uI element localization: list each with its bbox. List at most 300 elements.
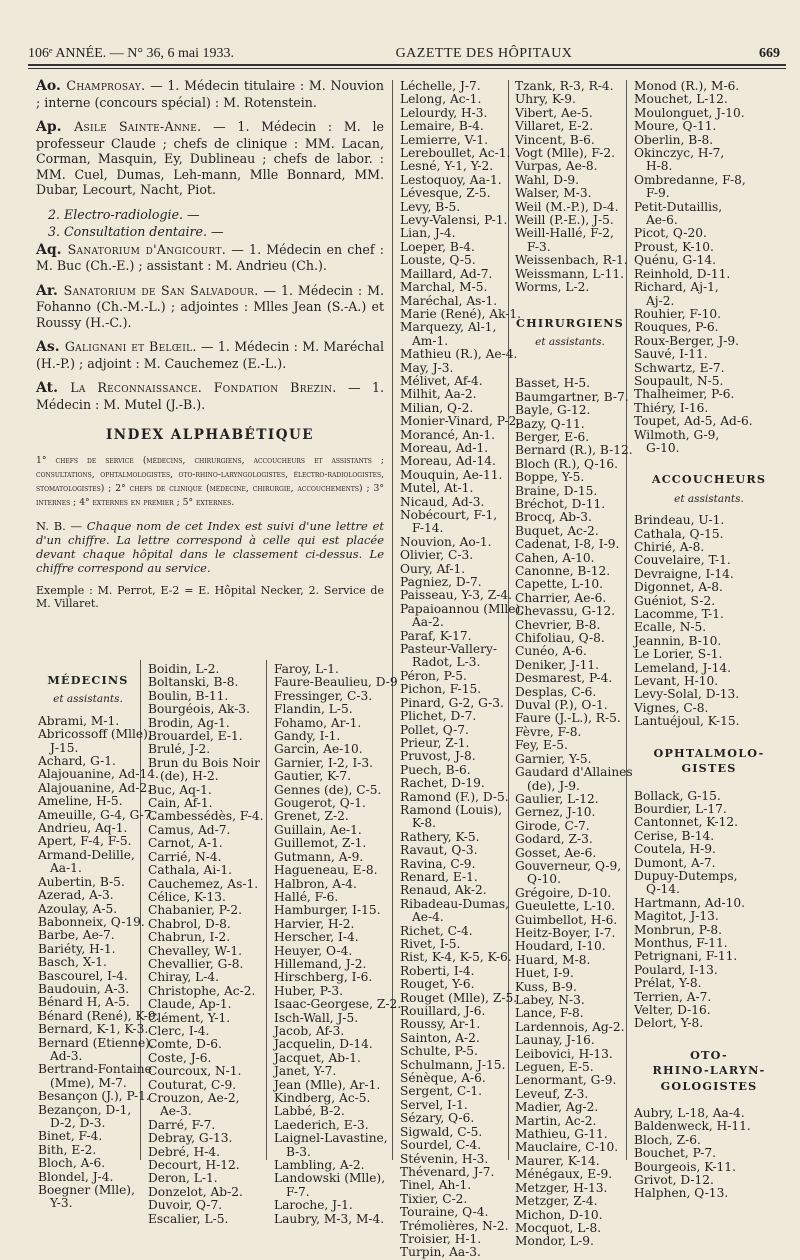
index-entry: Vibert, Ae-5. <box>515 105 593 120</box>
index-list <box>274 662 402 1226</box>
index-entry: Maréchal, As-1. <box>400 293 498 308</box>
index-entry: Milhit, Aa-2. <box>400 387 477 402</box>
index-entry: Desmarest, P-4. <box>515 671 613 686</box>
index-entry-continuation: (Mme), M-7. <box>50 1075 127 1090</box>
index-entry: May, J-3. <box>400 360 454 375</box>
header-rule <box>28 64 786 66</box>
index-entry-continuation: D-2, D-3. <box>50 1116 106 1130</box>
index-entry: Lemeland, J-14. <box>634 660 732 675</box>
index-entry: Gennes (de), C-5. <box>274 782 382 797</box>
index-entry: Carnot, A-1. <box>148 836 223 851</box>
index-entry: Cauchemez, As-1. <box>148 876 259 891</box>
index-column-3 <box>274 662 402 1226</box>
index-entry-continuation: Y-3. <box>50 1196 73 1211</box>
index-entry: Turpin, Aa-3. <box>400 1245 481 1260</box>
index-entry: Pagniez, D-7. <box>400 575 482 590</box>
index-entry: Loeper, B-4. <box>400 239 475 254</box>
index-entry: Cerise, B-14. <box>634 828 715 843</box>
index-entry: Charrier, Ae-6. <box>515 590 607 605</box>
index-entry-continuation: H-8. <box>646 159 673 174</box>
index-entry: Lelong, Ac-1. <box>400 92 482 107</box>
index-entry: Labey, N-3. <box>515 993 585 1007</box>
index-entry: Bouchet, P-7. <box>634 1146 716 1161</box>
index-entry: Apert, F-4, F-5. <box>38 834 132 849</box>
section-subheading: et assistants. <box>535 335 605 348</box>
index-entry: Couvelaire, T-1. <box>634 553 731 568</box>
index-entry: Schwartz, E-7. <box>634 360 725 375</box>
index-entry: Gandy, I-1. <box>274 729 341 744</box>
index-entry: Fey, E-5. <box>515 738 568 753</box>
index-entry: Maillard, Ad-7. <box>400 266 493 281</box>
index-entry-continuation: (de), H-2. <box>160 769 219 784</box>
issue-info: 106ᵉ ANNÉE. — N° 36, 6 mai 1933. <box>28 46 234 61</box>
index-entry: Velter, D-16. <box>634 1003 711 1017</box>
index-entry-continuation: F-7. <box>286 1184 310 1199</box>
index-entry: Basset, H-5. <box>515 376 590 391</box>
index-entry: Flandin, L-5. <box>274 702 353 717</box>
hospital-staff: — 1. Médecin : M. Mutel (J.-B.). <box>36 380 384 412</box>
index-entry: Claude, Ap-1. <box>148 997 232 1012</box>
index-entry: Achard, G-1. <box>38 754 116 769</box>
column-rule <box>266 660 267 1160</box>
index-entry: Clerc, I-4. <box>148 1023 210 1038</box>
index-entry: Brocq, Ab-3. <box>515 510 592 525</box>
index-title: INDEX ALPHABÉTIQUE <box>105 427 315 443</box>
index-entry-continuation: Radot, L-3. <box>412 655 481 670</box>
index-entry: Rivet, I-5. <box>400 937 461 951</box>
hospital-staff: — 1. Médecin : M. Fohanno (Ch.-M.-L.) ; adjointes : Mlles Jean (S.-A.) et Roussy (H.-C.). <box>36 282 384 330</box>
index-entry: Wahl, D-9. <box>515 172 579 187</box>
index-entry: Bayle, G-12. <box>515 403 591 418</box>
hospital-name: Asile Sainte-Anne. <box>74 119 202 134</box>
index-entry: Rouget (Mlle), Z-5. <box>400 990 518 1005</box>
index-entry: Christophe, Ac-2. <box>148 983 256 998</box>
index-entry: Bloch, Z-6. <box>634 1132 701 1147</box>
index-entry: Marie (René), Ak-1. <box>400 306 521 321</box>
index-entry: Desplas, C-6. <box>515 684 597 699</box>
hospital-entry <box>36 242 384 274</box>
hospital-name: Champrosay. <box>66 78 146 93</box>
hospital-entry <box>48 224 384 240</box>
hospital-name: La Reconnaissance. Fondation Brezin. <box>70 380 337 395</box>
index-entry: Gautier, K-7. <box>274 769 352 784</box>
index-entry: Brouardel, E-1. <box>148 729 243 744</box>
index-entry: Proust, K-10. <box>634 239 714 254</box>
index-column-5 <box>515 79 633 1249</box>
section-heading: GISTES <box>681 761 737 776</box>
hospital-staff: — 1. Médecin : M. le professeur Claude ; chefs de clinique : MM. Lacan, Corman, Masquin, Ey, Dublineau ; chefs de labor. : MM. Cuel, Dumas, Leh-mann, Mlle Bonnard, MM. Dubar, Lecourt, Nacht, Piot. <box>36 119 384 197</box>
index-entry: Janet, Y-7. <box>274 1064 337 1079</box>
index-entry: Hagueneau, E-8. <box>274 863 378 878</box>
index-entry: Toupet, Ad-5, Ad-6. <box>634 414 753 429</box>
index-entry: Baumgartner, B-7. <box>515 389 629 404</box>
index-entry: Halphen, Q-13. <box>634 1186 729 1201</box>
hospital-code: Ar. <box>36 282 64 299</box>
index-entry: Sauvé, I-11. <box>634 347 708 362</box>
index-entry: Soupault, N-5. <box>634 373 724 388</box>
index-entry: Lian, J-4. <box>400 226 456 241</box>
index-entry: Bascourel, I-4. <box>38 968 128 983</box>
index-entry: Monthus, F-11. <box>634 935 728 950</box>
index-entry: Ameuille, G-4, G-7. <box>38 807 156 822</box>
header-rule-thin <box>28 68 786 69</box>
index-entry: Richard, Aj-1, <box>634 280 719 295</box>
index-entry: Weil (M.-P.), D-4. <box>515 199 619 214</box>
index-entry: Pichon, F-15. <box>400 682 482 697</box>
index-entry: Pasteur-Vallery- <box>400 642 497 657</box>
index-entry: Walser, M-3. <box>515 186 592 201</box>
index-entry: Girode, C-7. <box>515 818 590 833</box>
index-entry: Lacomme, T-1. <box>634 607 724 622</box>
index-entry: Vignes, C-8. <box>634 700 709 715</box>
hospital-staff: — 1. Médecin titulaire : M. Nouvion ; interne (concours spécial) : M. Rotenstein. <box>36 78 384 110</box>
index-entry: Gueulette, L-10. <box>515 899 616 914</box>
index-entry: Gaulier, L-12. <box>515 791 599 806</box>
index-entry: Rathery, K-5. <box>400 829 480 844</box>
index-entry: Sézary, Q-6. <box>400 1111 475 1126</box>
index-entry: Herscher, I-4. <box>274 930 359 945</box>
index-entry: Faure-Beaulieu, D-9 <box>274 675 398 690</box>
index-entry: Lemaire, B-4. <box>400 119 484 134</box>
index-entry: Boegner (Mlle), <box>38 1183 135 1198</box>
index-entry: Hallé, F-6. <box>274 889 339 904</box>
index-entry: Oberlin, B-8. <box>634 132 714 147</box>
index-entry: Roux-Berger, J-9. <box>634 333 740 348</box>
index-entry: Quénu, G-14. <box>634 253 716 268</box>
index-list <box>400 79 525 1260</box>
section-heading: MÉDECINS <box>47 673 129 687</box>
index-entry: Ménégaux, E-9. <box>515 1167 613 1182</box>
index-entry: Thiéry, I-16. <box>634 400 709 415</box>
index-entry: Mathieu, G-11. <box>515 1127 608 1142</box>
index-entry: Chiray, L-4. <box>148 970 220 985</box>
index-entry: Leguen, E-5. <box>515 1060 594 1075</box>
index-entry: Ramond (Louis), <box>400 802 502 817</box>
index-entry: Bertrand-Fontaine <box>38 1062 152 1077</box>
index-entry-continuation: Am-1. <box>412 333 449 348</box>
index-entry: Leibovici, H-13. <box>515 1046 613 1061</box>
index-entry-continuation: Ae-6. <box>646 213 678 228</box>
section-heading: ACCOUCHEURS <box>651 472 767 487</box>
hospital-code: As. <box>36 339 65 355</box>
page-header <box>28 34 780 62</box>
index-entry: Lévesque, Z-5. <box>400 186 491 201</box>
index-entry: Chabrol, D-8. <box>148 916 231 931</box>
index-entry: Ameline, H-5. <box>38 794 123 809</box>
index-entry: Huber, P-3. <box>274 983 344 998</box>
index-entry: Alajouanine, Ad-2. <box>38 780 152 795</box>
index-entry: Ecalle, N-5. <box>634 620 707 635</box>
index-entry: Harvier, H-2. <box>274 916 355 931</box>
index-entry: Cambessédès, F-4. <box>148 809 264 824</box>
hospital-staff: 3. Consultation dentaire. — <box>48 224 224 239</box>
index-entry: Marchal, M-5. <box>400 280 488 295</box>
index-entry: Boulin, B-11. <box>148 688 229 703</box>
index-entry: Weissenbach, R-1. <box>515 253 628 268</box>
index-entry: Rachet, D-19. <box>400 776 485 791</box>
index-entry: Chevalley, W-1. <box>148 943 242 958</box>
index-entry: Metzger, Z-4. <box>515 1194 598 1209</box>
index-entry: Guéniot, S-2. <box>634 593 716 608</box>
index-entry: Debré, H-4. <box>148 1144 220 1159</box>
index-entry: Lemierre, V-1. <box>400 132 489 147</box>
section-heading: RHINO-LARYN- <box>652 1063 766 1078</box>
note-text: Chaque nom de cet Index est suivi d'une lettre et d'un chiffre. La lettre correspond à celle qui est placée devant chaque hôpital dans le classement ci-dessus. Le chiffre correspond au service. <box>36 518 384 575</box>
index-entry: Hirschberg, I-6. <box>274 970 373 985</box>
index-entry: Schulte, P-5. <box>400 1044 478 1059</box>
index-entry: Aubry, L-18, Aa-4. <box>634 1106 745 1121</box>
index-entry: Bernard, K-1, K-3. <box>38 1022 149 1037</box>
index-entry: Milian, Q-2. <box>400 400 474 415</box>
index-entry: Schulmann, J-15. <box>400 1057 506 1072</box>
index-entry: Olivier, C-3. <box>400 548 474 563</box>
index-entry: Laederich, E-3. <box>274 1117 369 1132</box>
index-entry: Capette, L-10. <box>515 577 603 592</box>
index-entry-continuation: Q-10. <box>527 872 561 887</box>
index-entry: Basch, X-1. <box>38 955 107 970</box>
index-entry: Grivot, D-12. <box>634 1173 714 1188</box>
index-entry: Cathala, Q-15. <box>634 526 724 541</box>
index-entry: Cathala, Ai-1. <box>148 863 232 878</box>
index-entry: Grenet, Z-2. <box>274 809 349 824</box>
index-entry: Léchelle, J-7. <box>400 79 481 93</box>
index-entry: Renaud, Ak-2. <box>400 883 487 898</box>
index-entry: Bariéty, H-1. <box>38 941 116 956</box>
index-list <box>148 663 264 1226</box>
index-entry: Heitz-Boyer, I-7. <box>515 925 616 940</box>
index-entry: Cantonnet, K-12. <box>634 815 738 830</box>
index-column-2 <box>148 663 264 1226</box>
index-entry: Tixier, C-2. <box>400 1191 468 1206</box>
index-entry: Rouget, Y-6. <box>400 977 475 992</box>
index-entry: Lambling, A-2. <box>274 1158 365 1173</box>
index-entry: Isch-Wall, J-5. <box>274 1010 359 1025</box>
index-entry: Monod (R.), M-6. <box>634 79 740 93</box>
index-entry-continuation: Ae-4. <box>412 910 444 925</box>
index-entry: Sourdel, C-4. <box>400 1138 482 1153</box>
index-entry-continuation: Aa-2. <box>412 615 444 630</box>
index-entry: Ravaut, Q-3. <box>400 843 478 858</box>
index-entry: Deron, L-1. <box>148 1171 218 1186</box>
index-entry-continuation: F-14. <box>412 521 444 536</box>
index-entry: Coste, J-6. <box>148 1050 212 1065</box>
hospital-code: Ao. <box>36 78 67 94</box>
hospital-entries <box>36 78 384 412</box>
index-entry: Morancé, An-1. <box>400 427 495 442</box>
index-entry: Metzger, H-13. <box>515 1180 608 1195</box>
index-entry: Berger, E-6. <box>515 429 590 444</box>
index-entry: Péron, P-5. <box>400 668 467 683</box>
index-entry: Bith, E-2. <box>38 1142 97 1157</box>
index-entry: Jacob, Af-3. <box>274 1023 345 1038</box>
index-entry: Weill-Hallé, F-2, <box>515 226 614 241</box>
index-entry: Deniker, J-11. <box>515 657 599 672</box>
index-entry-continuation: Aj-2. <box>646 293 675 308</box>
index-entry: Troisier, H-1. <box>400 1231 482 1246</box>
index-entry: Fohamo, Ar-1. <box>274 715 362 730</box>
index-entry: Azerad, A-3. <box>38 888 114 903</box>
index-entry: Weill (P.-E.), J-5. <box>515 213 614 228</box>
index-entry: Courcoux, N-1. <box>148 1064 242 1079</box>
index-entry: Cain, Af-1. <box>148 796 213 811</box>
index-entry: Wilmoth, G-9, <box>634 427 720 442</box>
index-entry: Poulard, I-13. <box>634 962 718 977</box>
index-entry: Petit-Dutaillis, <box>634 199 723 214</box>
index-entry: Hillemand, J-2. <box>274 956 367 971</box>
index-entry-continuation: B-3. <box>286 1144 311 1159</box>
index-entry: Moure, Q-11. <box>634 119 717 134</box>
index-entry: Bazy, Q-11. <box>515 416 585 431</box>
index-entry-continuation: (de), J-9. <box>527 778 580 793</box>
index-entry: Louste, Q-5. <box>400 253 476 268</box>
index-entry-continuation: Ad-3. <box>50 1048 83 1063</box>
index-entry: Gutmann, A-9. <box>274 849 364 864</box>
index-entry: Rouques, P-6. <box>634 320 719 335</box>
index-entry: Lardennois, Ag-2. <box>515 1019 625 1034</box>
index-entry: Guimbellot, H-6. <box>515 912 618 927</box>
index-entry: Gouverneur, Q-9, <box>515 858 622 873</box>
index-entry: Prieur, Z-1. <box>400 735 470 750</box>
index-entry: Labbé, B-2. <box>274 1104 345 1119</box>
index-entry: Monier-Vinard, P-2. <box>400 414 521 429</box>
index-entry-continuation: G-10. <box>646 440 680 455</box>
index-entry: Blondel, J-4. <box>38 1169 114 1184</box>
column-rule <box>626 80 627 1160</box>
index-entry: Andrieu, Aq-1. <box>38 821 128 836</box>
index-entry: Thalheimer, P-6. <box>634 387 735 402</box>
index-description: 1° chefs de service (médecins, chirurgiens, accoucheurs et assistants ; consultations, ophtalmologistes, oto-rhino-laryngologistes, électro-radiologistes, stomatologistes) ; 2° chefs de clinique (médecine, chirurgie, accouchements) ; 3° internes ; 4° externes en premier ; 5° externes. <box>36 454 384 508</box>
index-entry: Ombredanne, F-8, <box>634 172 746 187</box>
section-heading: OPHTALMOLO- <box>653 745 765 760</box>
index-entry: Sainton, A-2. <box>400 1030 480 1045</box>
index-list <box>634 1107 784 1201</box>
index-entry: Hartmann, Ad-10. <box>634 895 745 910</box>
index-entry: Vogt (Mlle), F-2. <box>515 146 615 161</box>
index-entry: Duval (P.), O-1. <box>515 698 608 713</box>
index-entry: Okinczyc, H-7, <box>634 146 725 161</box>
index-entry: Lereboullet, Ac-1. <box>400 146 511 161</box>
section-heading: OTO- <box>690 1047 728 1062</box>
index-entry: Terrien, A-7. <box>634 989 712 1004</box>
index-entry: Richet, C-4. <box>400 923 473 938</box>
index-entry: Puech, B-6. <box>400 762 471 777</box>
index-entry: Moulonguet, J-10. <box>634 105 745 120</box>
index-entry: Paisseau, Y-3, Z-4. <box>400 588 512 603</box>
index-entry: Vurpas, Ae-8. <box>515 159 598 174</box>
index-entry-continuation: Aa-1. <box>50 861 82 876</box>
index-entry-continuation: F-9. <box>646 186 670 201</box>
index-entry: Devraigne, I-14. <box>634 566 734 581</box>
index-entry: Mutel, At-1. <box>400 481 474 496</box>
index-entry: Tzank, R-3, R-4. <box>515 79 614 93</box>
index-entry: Mathieu (R.), Ae-4. <box>400 347 518 362</box>
index-entry: Sénèque, A-6. <box>400 1071 486 1086</box>
index-entry: Worms, L-2. <box>515 280 590 295</box>
index-entry: Bernard (Etienne), <box>38 1035 154 1050</box>
index-entry: Jean (Mlle), Ar-1. <box>274 1077 381 1092</box>
index-entry: Levy, B-5. <box>400 199 461 214</box>
index-entry: Michon, D-10. <box>515 1207 603 1222</box>
index-entry: Delort, Y-8. <box>634 1016 704 1031</box>
index-entry: Nicaud, Ad-3. <box>400 494 485 509</box>
index-entry: Jeannin, B-10. <box>634 633 722 648</box>
index-entry: Hamburger, I-15. <box>274 903 381 918</box>
index-entry: Halbron, A-4. <box>274 876 357 891</box>
section-subheading: et assistants. <box>674 492 744 505</box>
index-list <box>515 376 633 1249</box>
hospital-code: Ap. <box>36 119 75 135</box>
index-entry: Canonne, B-12. <box>515 564 611 578</box>
index-entry: Baldenweck, H-11. <box>634 1119 751 1134</box>
index-entry-continuation: K-8. <box>412 816 436 831</box>
index-entry: Papaioannou (Mlle), <box>400 601 525 616</box>
index-entry: Mouquin, Ae-11. <box>400 467 503 482</box>
index-entry-continuation: Q-14. <box>646 882 680 897</box>
index-entry: Leveuf, Z-3. <box>515 1086 589 1101</box>
index-entry: Jacquelin, D-14. <box>274 1037 373 1052</box>
index-entry: Stévenin, H-3. <box>400 1151 489 1166</box>
index-list <box>634 514 784 729</box>
index-entry: Godard, Z-3. <box>515 832 593 847</box>
index-entry: Chifoliau, Q-8. <box>515 631 605 646</box>
index-entry: Picot, Q-20. <box>634 226 707 241</box>
index-entry: Prélat, Y-8. <box>634 976 702 991</box>
index-entry: Paraf, K-17. <box>400 628 472 643</box>
index-entry: Decourt, H-12. <box>148 1158 240 1173</box>
index-entry: Monbrun, P-8. <box>634 922 723 937</box>
index-entry: Moreau, Ad-14. <box>400 454 496 469</box>
section-subheading: et assistants. <box>53 693 123 706</box>
index-entry: Abrami, M-1. <box>38 713 120 728</box>
index-entry: Madier, Ag-2. <box>515 1100 599 1115</box>
index-entry: Mocquot, L-8. <box>515 1220 602 1235</box>
index-note <box>36 519 384 575</box>
index-entry: Villaret, E-2. <box>515 119 594 134</box>
hospital-name: Sanatorium d'Angicourt. <box>67 241 227 257</box>
index-entry: Roussy, Ar-1. <box>400 1017 481 1032</box>
index-entry: Marquezy, Al-1, <box>400 320 497 335</box>
index-entry: Maurer, K-14. <box>515 1153 600 1168</box>
hospital-code: At. <box>36 380 71 396</box>
index-entry: Gosset, Ae-6. <box>515 845 597 860</box>
index-entry: Renard, E-1. <box>400 869 478 884</box>
hospital-staff: — 1. Médecin en chef : M. Buc (Ch.-E.) ; assistant : M. Andrieu (Ch.). <box>36 241 384 273</box>
index-entry: Levy-Solal, D-13. <box>634 687 740 702</box>
index-entry: Garnier, I-2, I-3. <box>274 755 374 770</box>
index-entry: Fèvre, F-8. <box>515 724 582 739</box>
index-entry: Guillain, Ae-1. <box>274 822 362 837</box>
index-entry: Landowski (Mlle), <box>274 1171 386 1186</box>
index-entry: Crouzon, Ae-2, <box>148 1091 240 1105</box>
hospital-staff: — 1. Médecin : M. Maréchal (H.-P.) ; adjoint : M. Cauchemez (E.-L.). <box>36 339 384 371</box>
index-column-6 <box>634 80 784 1201</box>
index-entry: Plichet, D-7. <box>400 709 477 724</box>
index-entry: Tinel, Ah-1. <box>400 1178 472 1193</box>
index-entry: Reinhold, D-11. <box>634 266 731 281</box>
index-entry: Bollack, G-15. <box>634 788 721 803</box>
index-example: Exemple : M. Perrot, E-2 = E. Hôpital Necker, 2. Service de M. Villaret. <box>36 583 384 610</box>
index-entry: Sergent, C-1. <box>400 1084 482 1099</box>
index-entry: Ravina, C-9. <box>400 856 476 871</box>
index-entry: Ramond (F.), D-5. <box>400 789 509 804</box>
index-entry: Couturat, C-9. <box>148 1077 237 1092</box>
index-entry: Alajouanine, Ad-14. <box>38 767 159 782</box>
index-entry: Roberti, I-4. <box>400 963 475 978</box>
journal-title: GAZETTE DES HÔPITAUX <box>395 46 573 61</box>
hospital-entry <box>36 78 384 110</box>
index-entry: Laroche, J-1. <box>274 1198 353 1213</box>
index-entry: Heuyer, O-4. <box>274 943 353 958</box>
